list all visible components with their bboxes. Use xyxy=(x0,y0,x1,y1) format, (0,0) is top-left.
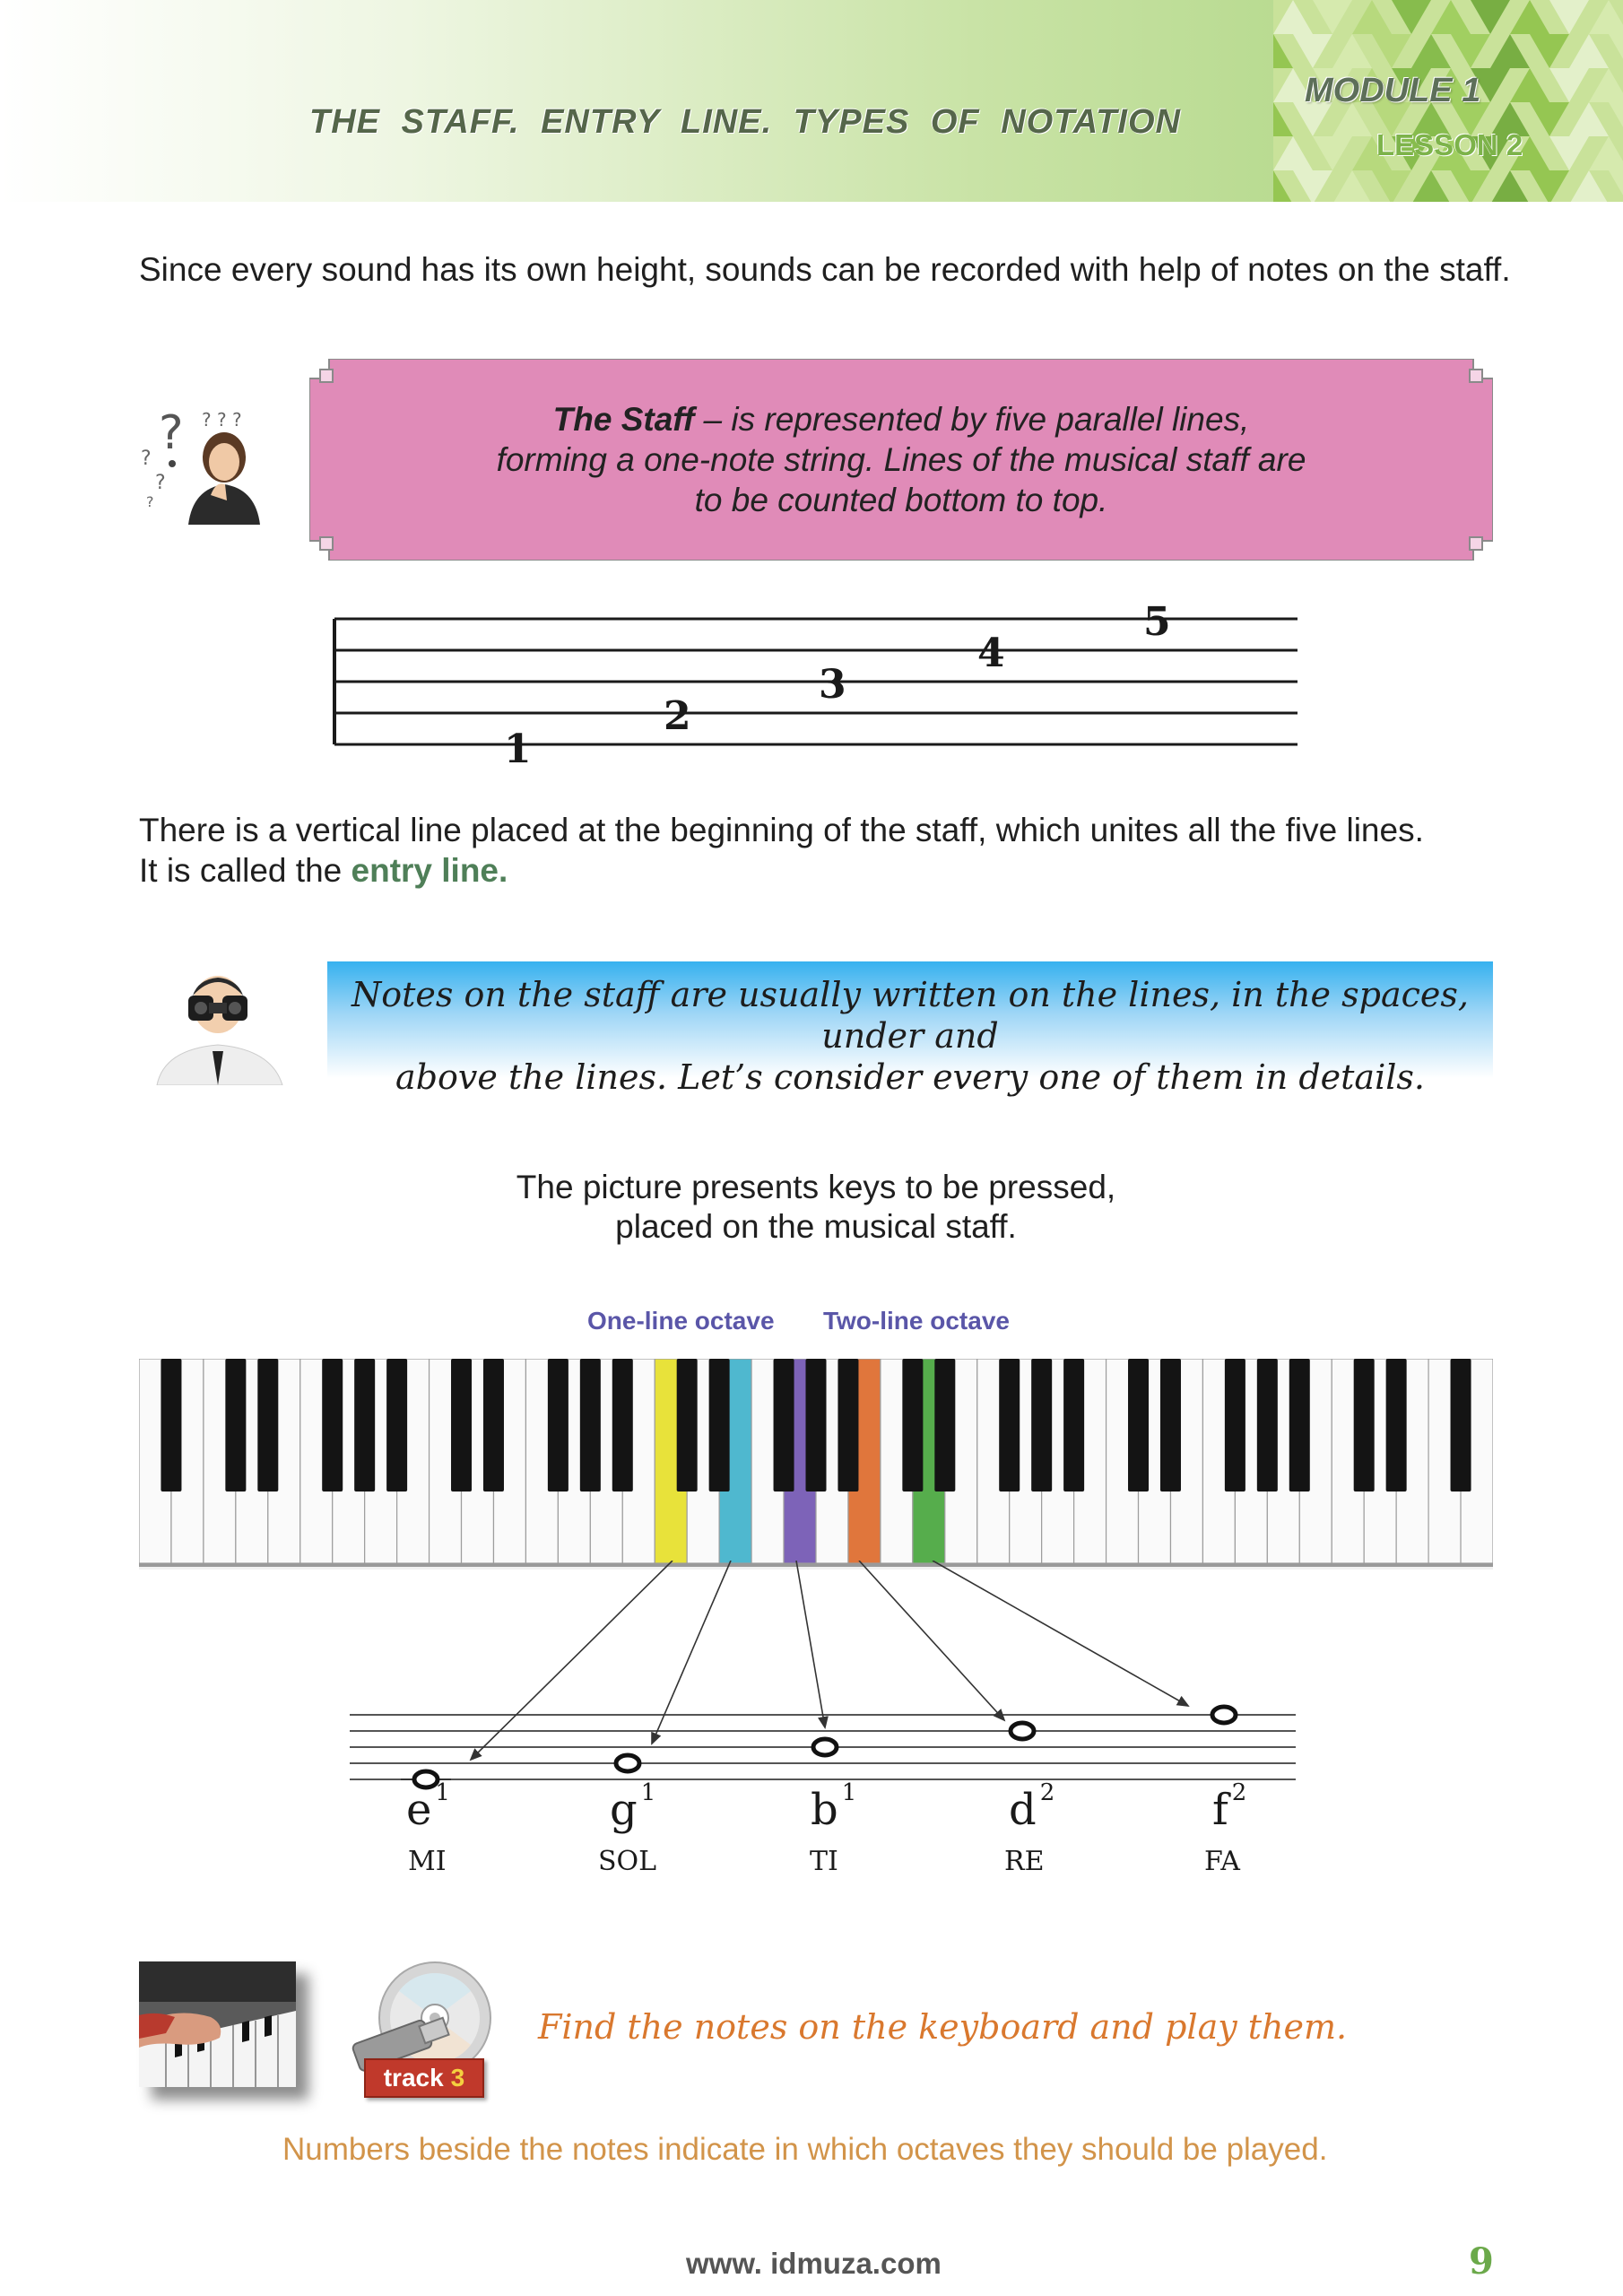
black-key xyxy=(999,1359,1020,1492)
svg-text:?: ? xyxy=(146,493,154,510)
note-head-2 xyxy=(616,1755,639,1771)
page-number: 9 xyxy=(1469,2240,1494,2283)
definition-line3: to be counted bottom to top. xyxy=(694,482,1108,518)
staff-diagram xyxy=(327,601,1314,771)
notes-info-line1: Notes on the staff are usually written on the lines, in the spaces, under and xyxy=(352,975,1469,1056)
black-key xyxy=(1289,1359,1310,1492)
svg-text:? ? ?: ? ? ? xyxy=(202,409,242,430)
track-number: 3 xyxy=(450,2064,465,2092)
picture-caption xyxy=(448,1168,1184,1247)
staff-number-4: 4 xyxy=(977,631,1005,676)
black-key xyxy=(1128,1359,1149,1492)
staff-number-1: 1 xyxy=(504,726,532,771)
black-key xyxy=(1354,1359,1375,1492)
note-head-3 xyxy=(813,1739,837,1755)
black-key xyxy=(612,1359,633,1492)
note-name-d2: d $^2$ xyxy=(1009,1779,1055,1835)
entry-line-sentence: There is a vertical line placed at the beginning of the staff, which unites all the five lines. xyxy=(139,812,1424,848)
track-badge xyxy=(364,2058,484,2098)
definition-term: The Staff xyxy=(552,401,695,438)
black-key xyxy=(805,1359,826,1492)
black-key xyxy=(774,1359,794,1492)
track-label: track xyxy=(383,2064,444,2092)
note-name-g1: g $^1$ xyxy=(610,1779,656,1835)
definition-line2: forming a one-note string. Lines of the musical staff are xyxy=(496,441,1306,478)
note-name-f2: f $^2$ xyxy=(1212,1779,1247,1835)
black-key xyxy=(1063,1359,1084,1492)
definition-line1: – is represented by five parallel lines, xyxy=(694,401,1250,438)
black-key xyxy=(451,1359,472,1492)
svg-text:?: ? xyxy=(155,472,166,494)
black-key xyxy=(1257,1359,1278,1492)
black-key xyxy=(580,1359,601,1492)
black-key xyxy=(1031,1359,1052,1492)
black-key xyxy=(934,1359,955,1492)
note-name-e1: e $^1$ xyxy=(406,1779,450,1835)
lesson-label: LESSON 2 xyxy=(1376,128,1523,161)
solfege-fa: FA xyxy=(1204,1846,1240,1877)
solfege-mi: MI xyxy=(408,1846,447,1877)
black-key xyxy=(902,1359,923,1492)
note-head-5 xyxy=(1212,1707,1236,1723)
entry-line-prefix: It is called the xyxy=(139,852,352,889)
solfege-re: RE xyxy=(1004,1846,1045,1877)
entry-line-term: entry line. xyxy=(351,852,508,889)
black-key xyxy=(1225,1359,1245,1492)
staff-number-2: 2 xyxy=(664,693,691,739)
module-label: MODULE 1 xyxy=(1305,72,1481,109)
black-key xyxy=(483,1359,504,1492)
page-title: THE STAFF. ENTRY LINE. TYPES OF NOTATION xyxy=(309,103,1181,141)
note-name-b1: b $^1$ xyxy=(811,1779,857,1835)
thinking-woman-icon xyxy=(139,395,265,525)
binoculars-man-icon xyxy=(148,969,287,1085)
definition-text xyxy=(359,399,1444,520)
picture-caption-line1: The picture presents keys to be pressed, xyxy=(516,1169,1116,1205)
black-key xyxy=(1160,1359,1181,1492)
black-key xyxy=(322,1359,343,1492)
piano-hands-photo xyxy=(139,1961,296,2087)
note-head-4 xyxy=(1011,1723,1034,1739)
black-key xyxy=(161,1359,181,1492)
picture-caption-line2: placed on the musical staff. xyxy=(615,1208,1017,1245)
piano-keyboard xyxy=(139,1359,1493,1574)
staff-number-3: 3 xyxy=(819,662,846,708)
footer-url: www. idmuza.com xyxy=(686,2247,942,2280)
black-key xyxy=(1451,1359,1471,1492)
svg-text:?: ? xyxy=(159,406,184,460)
svg-text:?: ? xyxy=(141,448,152,470)
black-key xyxy=(548,1359,568,1492)
octave-hint: Numbers beside the notes indicate in which octaves they should be played. xyxy=(282,2132,1328,2167)
solfege-sol: SOL xyxy=(598,1846,657,1877)
intro-paragraph: Since every sound has its own height, sounds can be recorded with help of notes on the staff. xyxy=(139,251,1511,288)
black-key xyxy=(677,1359,698,1492)
exercise-instruction: Find the notes on the keyboard and play them. xyxy=(538,2007,1348,2047)
black-key xyxy=(225,1359,246,1492)
black-key xyxy=(709,1359,730,1492)
black-key xyxy=(838,1359,858,1492)
solfege-ti: TI xyxy=(810,1846,838,1877)
two-line-octave-label: Two-line octave xyxy=(823,1307,1010,1335)
black-key xyxy=(354,1359,375,1492)
black-key xyxy=(257,1359,278,1492)
black-key xyxy=(386,1359,407,1492)
black-key xyxy=(1386,1359,1407,1492)
staff-number-5: 5 xyxy=(1143,601,1171,645)
notes-info-text xyxy=(327,974,1493,1098)
one-line-octave-label: One-line octave xyxy=(587,1307,775,1335)
entry-line-sentence-2 xyxy=(139,852,508,890)
notes-info-line2: above the lines. Let’s consider every one of them in details. xyxy=(395,1057,1425,1097)
